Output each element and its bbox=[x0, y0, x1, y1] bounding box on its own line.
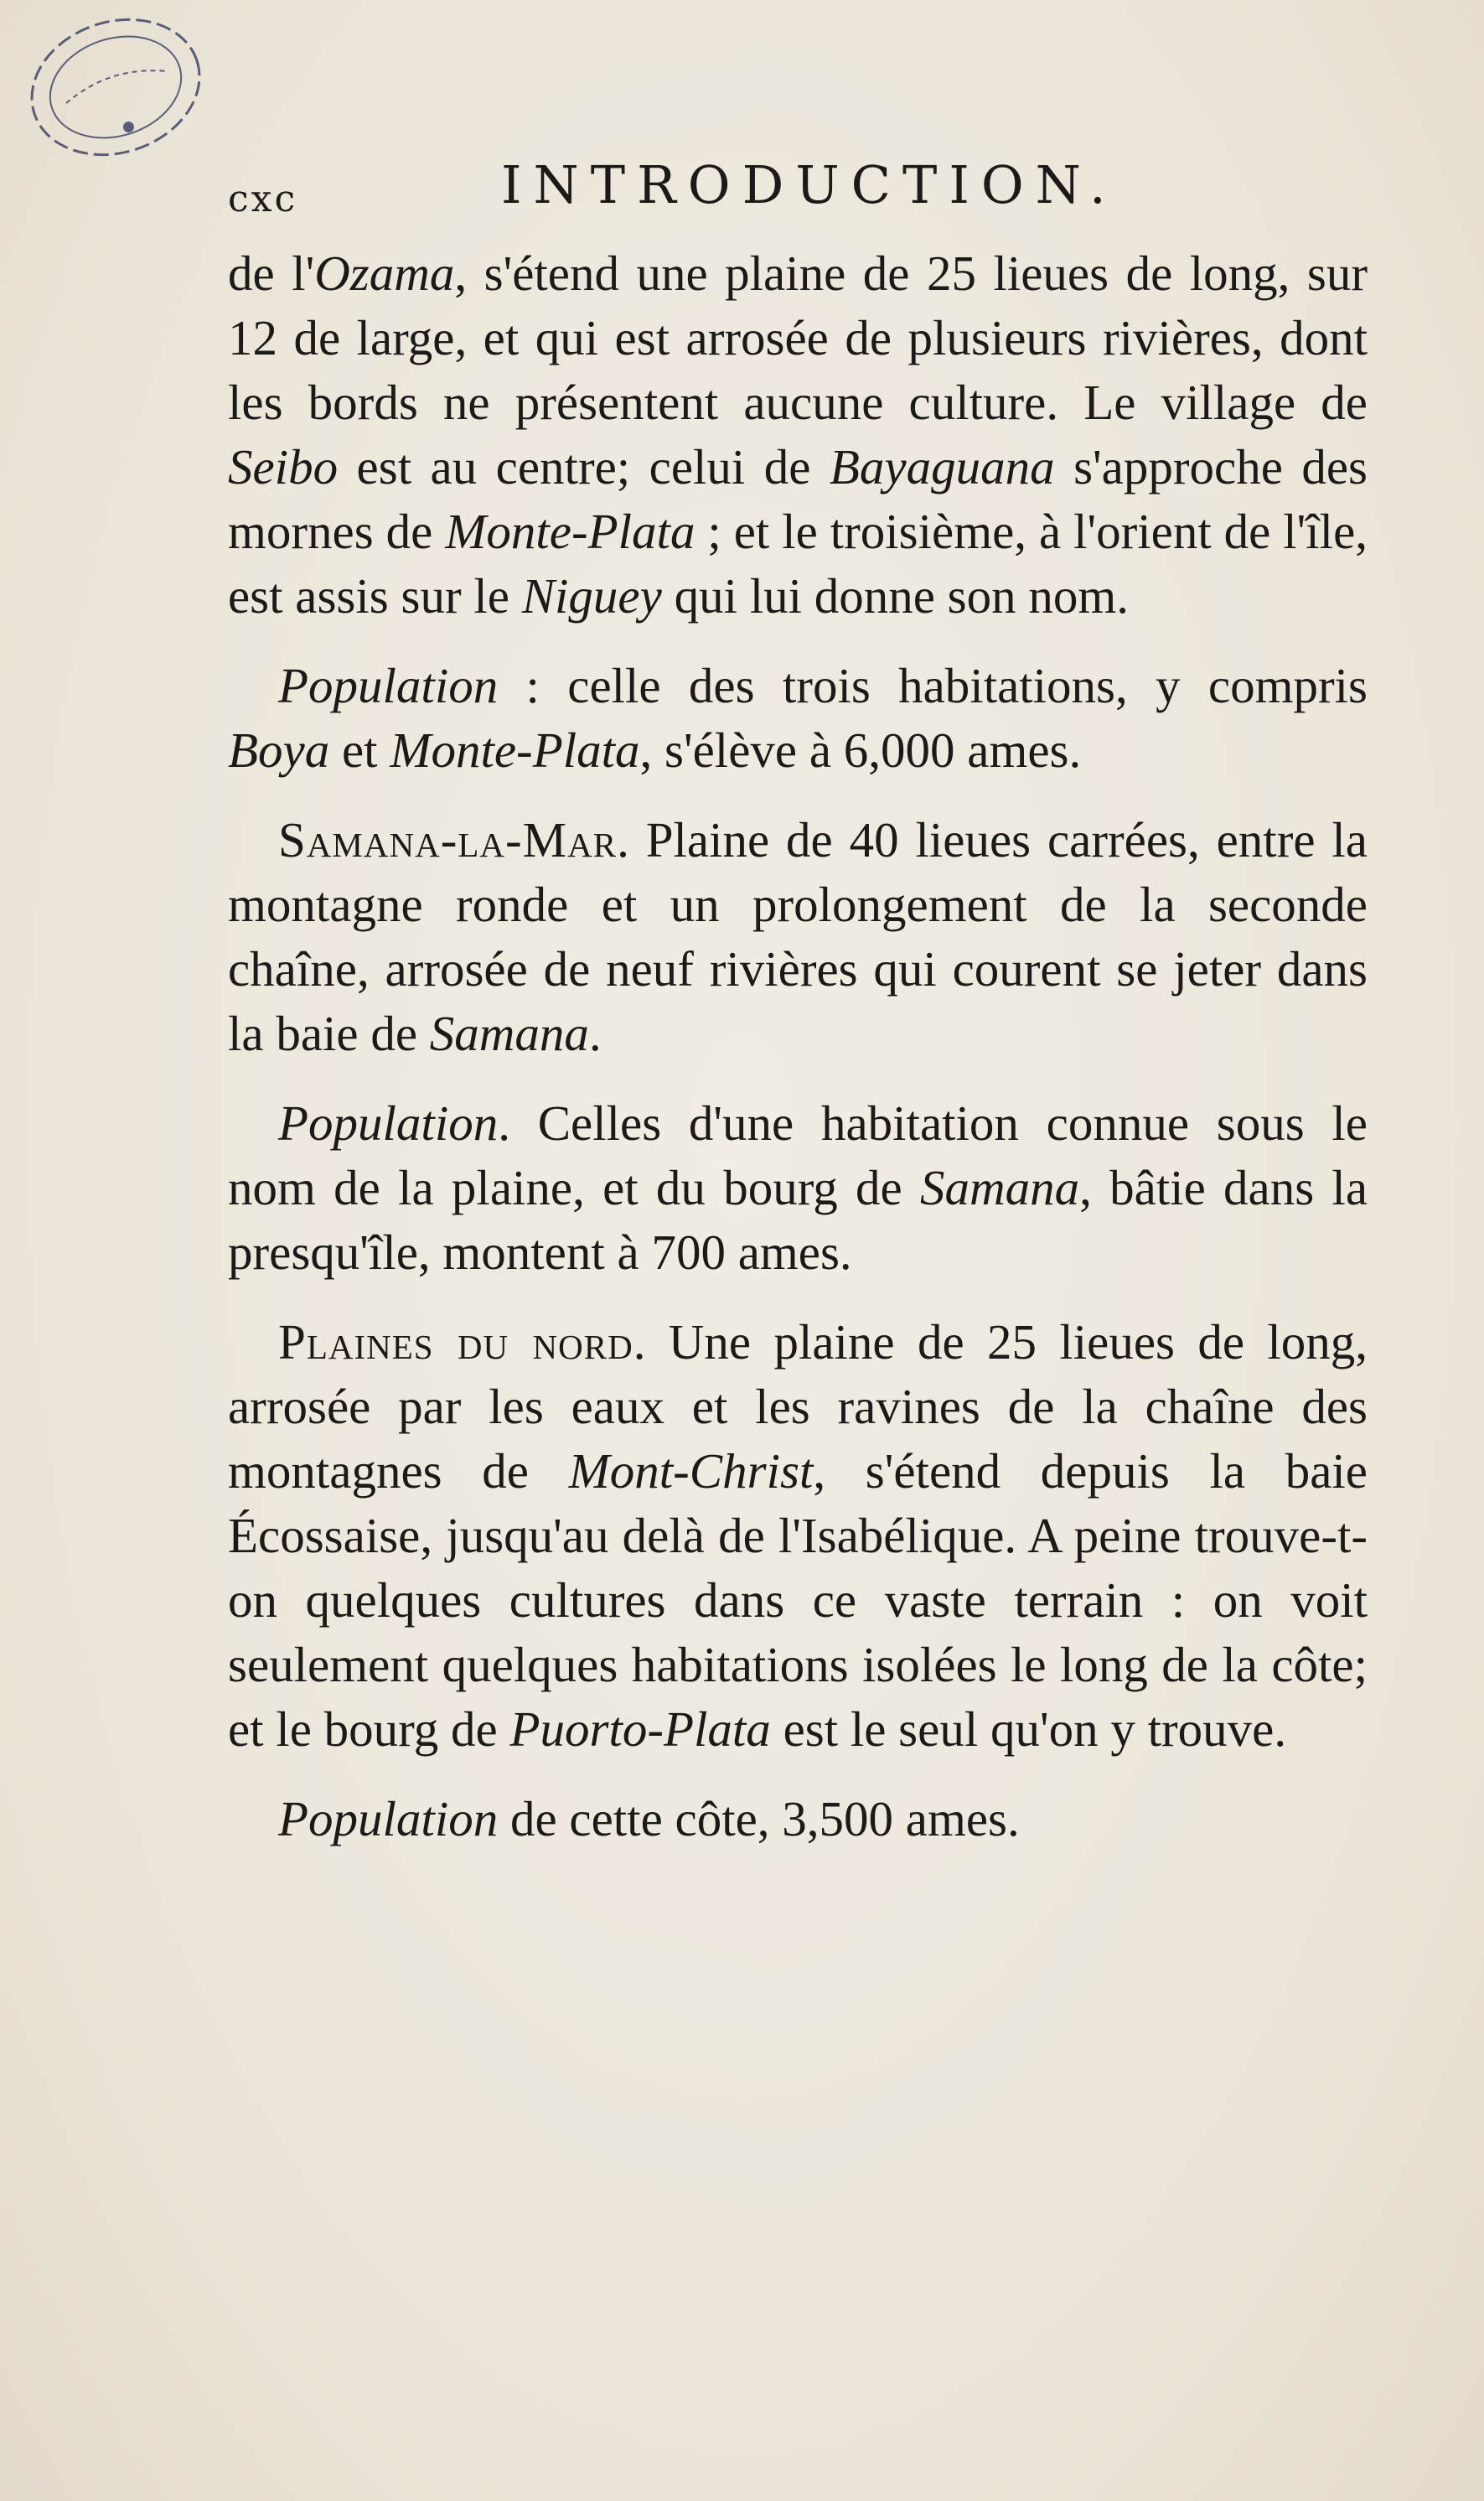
text-run: ; et le troisième, à l'orient de l'île, est assis sur le bbox=[228, 504, 1368, 624]
italic-place-name: Monte-Plata bbox=[390, 722, 640, 778]
italic-place-name: Mont-Christ bbox=[568, 1443, 814, 1499]
italic-heading: Population bbox=[278, 1791, 499, 1846]
text-run: , s'élève à 6,000 ames. bbox=[639, 722, 1082, 778]
italic-place-name: Ozama bbox=[314, 246, 455, 301]
page-body bbox=[228, 241, 1368, 1851]
running-title: INTRODUCTION. bbox=[501, 154, 1118, 215]
text-run: . Celles d'une habitation connue sous le nom de la plaine, et du bourg de bbox=[228, 1095, 1368, 1215]
italic-place-name: Samana bbox=[429, 1006, 589, 1061]
paragraph-population-cote bbox=[228, 1787, 1368, 1851]
paragraph-samana-la-mar bbox=[228, 808, 1368, 1066]
text-run: de cette côte, 3,500 ames. bbox=[498, 1791, 1020, 1846]
italic-place-name: Boya bbox=[228, 722, 330, 778]
text-run: de l' bbox=[228, 246, 315, 301]
text-run: est le seul qu'on y trouve. bbox=[770, 1701, 1287, 1757]
italic-heading: Population bbox=[278, 658, 499, 713]
italic-place-name: Puorto-Plata bbox=[509, 1701, 771, 1757]
italic-place-name: Bayaguana bbox=[829, 439, 1055, 495]
italic-heading: Population bbox=[278, 1095, 499, 1151]
page-number: cxc bbox=[228, 178, 298, 220]
paragraph-ozama-plain bbox=[228, 241, 1368, 629]
text-run: qui lui donne son nom. bbox=[661, 568, 1130, 624]
text-run: : celle des trois habitations, y compris bbox=[498, 658, 1368, 713]
paragraph-plaines-du-nord bbox=[228, 1310, 1368, 1762]
text-run: , s'étend une plaine de 25 lieues de long, sur 12 de large, et qui est arrosée de plusieurs rivières, dont les bords ne présentent aucune culture. Le village de bbox=[228, 246, 1368, 430]
library-stamp bbox=[15, 3, 216, 171]
text-run: s'approche des mornes de bbox=[228, 439, 1368, 559]
text-run: . Une plaine de 25 lieues de long, arrosée par les eaux et les ravines de la chaîne des montagnes de bbox=[228, 1314, 1368, 1499]
italic-place-name: Seibo bbox=[228, 439, 339, 495]
italic-place-name: Niguey bbox=[521, 568, 662, 624]
text-run: . Plaine de 40 lieues carrées, entre la montagne ronde et un prolongement de la seconde chaîne, arrosée de neuf rivières qui courent se jeter dans la baie de bbox=[228, 812, 1368, 1061]
page-header bbox=[225, 154, 1364, 238]
paragraph-population-samana bbox=[228, 1091, 1368, 1285]
text-run: , bâtie dans la presqu'île, montent à 700 ames. bbox=[228, 1160, 1368, 1280]
paragraph-population-seibo bbox=[228, 654, 1368, 783]
italic-place-name: Monte-Plata bbox=[445, 504, 695, 559]
smallcaps-heading: Samana-la-Mar bbox=[278, 812, 618, 867]
text-run: , s'étend depuis la baie Écossaise, jusqu'au delà de l'Isabélique. A peine trouve-t-on quelques cultures dans ce vaste terrain : on voit seulement quelques habitations isolées le long de la côte; et le bourg de bbox=[228, 1443, 1368, 1757]
smallcaps-heading: Plaines du nord bbox=[278, 1314, 633, 1370]
text-run: est au centre; celui de bbox=[338, 439, 830, 495]
text-run: . bbox=[588, 1006, 602, 1061]
italic-place-name: Samana bbox=[919, 1160, 1080, 1215]
text-run: et bbox=[329, 722, 390, 778]
